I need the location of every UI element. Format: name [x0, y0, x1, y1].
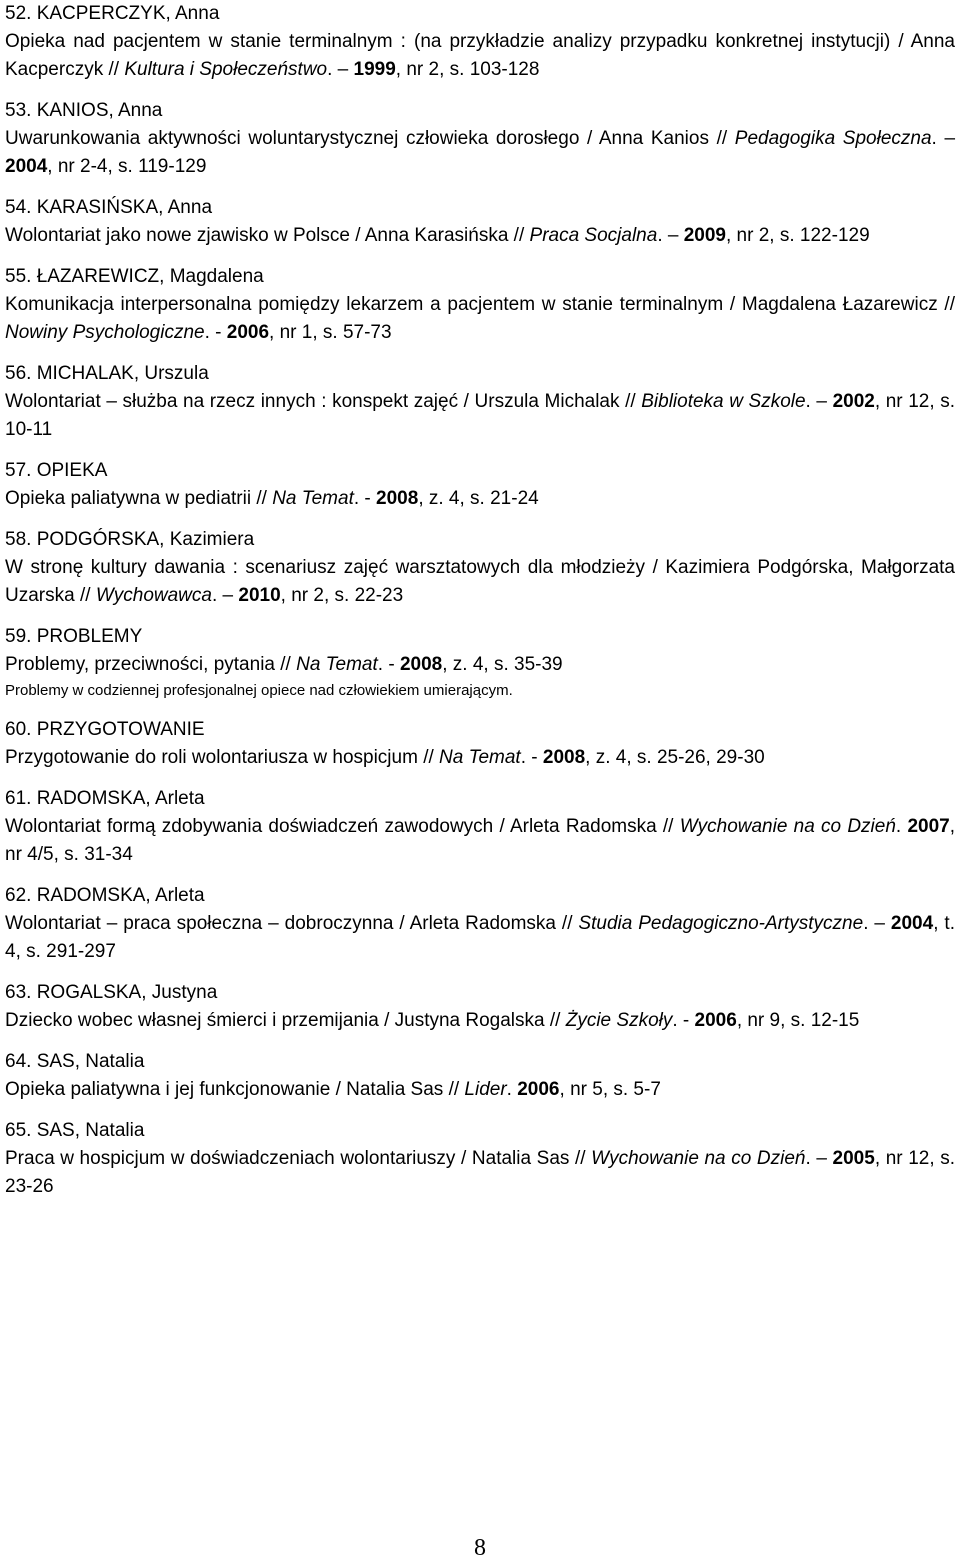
entry-heading: 61. RADOMSKA, Arleta	[5, 788, 205, 809]
entry-title: Przygotowanie do roli wolontariusza w hospicjum //	[5, 747, 440, 768]
entry-title: Wolontariat – praca społeczna – dobroczynna / Arleta Radomska //	[5, 913, 579, 934]
entry-citation	[5, 485, 955, 513]
entry-citation	[5, 388, 955, 444]
entry-pages: , z. 4, s. 35-39	[442, 654, 563, 675]
entry-citation	[5, 910, 955, 966]
entry-heading: 62. RADOMSKA, Arleta	[5, 885, 205, 906]
entry-year: 1999	[353, 59, 396, 80]
entry-pages: , nr 2, s. 122-129	[726, 225, 870, 246]
entry-heading: 55. ŁAZAREWICZ, Magdalena	[5, 266, 264, 287]
entry-journal: Wychowanie na co Dzień	[679, 816, 896, 837]
entry-pages: , nr 5, s. 5-7	[559, 1079, 661, 1100]
entry-year: 2008	[542, 747, 586, 768]
entry-pages: , nr 2-4, s. 119-129	[47, 156, 207, 177]
entry-year: 2004	[5, 156, 48, 177]
entry-title: Dziecko wobec własnej śmierci i przemijania / Justyna Rogalska //	[5, 1010, 566, 1031]
bibliography-entry	[5, 0, 955, 84]
entry-annotation: Problemy w codziennej profesjonalnej opiece nad człowiekiem umierającym.	[5, 682, 513, 699]
entry-pages: , nr 1, s. 57-73	[269, 322, 392, 343]
entry-journal: Lider	[464, 1079, 507, 1100]
entry-citation	[5, 651, 955, 679]
entry-citation	[5, 291, 955, 347]
entry-journal: Na Temat	[296, 654, 378, 675]
entry-separator: . -	[204, 322, 227, 343]
entry-heading: 52. KACPERCZYK, Anna	[5, 3, 220, 24]
entry-separator: . -	[520, 747, 543, 768]
entry-separator: . –	[327, 59, 354, 80]
entry-journal: Biblioteka w Szkole	[641, 391, 806, 412]
bibliography-entry	[5, 1048, 955, 1104]
bibliography-entry	[5, 1117, 955, 1201]
entry-year: 2010	[238, 585, 281, 606]
entry-citation	[5, 554, 955, 610]
entry-journal: Nowiny Psychologiczne	[5, 322, 205, 343]
entry-citation	[5, 744, 955, 772]
entry-heading: 64. SAS, Natalia	[5, 1051, 145, 1072]
entry-title: Wolontariat formą zdobywania doświadczeń zawodowych / Arleta Radomska //	[5, 816, 680, 837]
entry-heading: 65. SAS, Natalia	[5, 1120, 145, 1141]
entry-citation	[5, 1076, 955, 1104]
bibliography-entry	[5, 360, 955, 444]
entry-heading: 58. PODGÓRSKA, Kazimiera	[5, 529, 255, 550]
entry-heading: 53. KANIOS, Anna	[5, 100, 163, 121]
entry-title: Problemy, przeciwności, pytania //	[5, 654, 297, 675]
entry-separator: . –	[931, 128, 956, 149]
entry-journal: Na Temat	[439, 747, 521, 768]
entry-separator: . –	[657, 225, 684, 246]
entry-citation	[5, 28, 955, 84]
entry-title: W stronę kultury dawania : scenariusz zajęć warsztatowych dla młodzieży / Kazimiera Podgórska, Małgorzata Uzarska //	[5, 557, 955, 606]
entry-pages: , nr 12, s. 23-26	[5, 1148, 956, 1197]
entry-title: Wolontariat jako nowe zjawisko w Polsce / Anna Karasińska //	[5, 225, 530, 246]
entry-title: Komunikacja interpersonalna pomiędzy lekarzem a pacjentem w stanie terminalnym / Magdalena Łazarewicz //	[5, 294, 955, 315]
entry-pages: , nr 2, s. 22-23	[280, 585, 404, 606]
entry-year: 2006	[226, 322, 270, 343]
entry-heading: 60. PRZYGOTOWANIE	[5, 719, 205, 740]
entry-citation	[5, 125, 955, 181]
entry-separator: . -	[353, 488, 377, 509]
entry-journal: Pedagogika Społeczna	[734, 128, 932, 149]
entry-pages: , nr 2, s. 103-128	[395, 59, 540, 80]
entry-separator: . –	[863, 913, 891, 934]
entry-citation	[5, 222, 955, 250]
entry-pages: , z. 4, s. 25-26, 29-30	[585, 747, 765, 768]
entry-pages: , nr 4/5, s. 31-34	[5, 816, 956, 865]
entry-year: 2008	[399, 654, 443, 675]
entry-journal: Kultura i Społeczeństwo	[124, 59, 328, 80]
entry-separator: . –	[805, 1148, 833, 1169]
entry-year: 2005	[832, 1148, 875, 1169]
entry-journal: Praca Socjalna	[529, 225, 658, 246]
entry-heading: 59. PROBLEMY	[5, 626, 143, 647]
bibliography-list	[5, 0, 955, 1214]
bibliography-entry	[5, 263, 955, 347]
bibliography-entry	[5, 979, 955, 1035]
entry-year: 2006	[694, 1010, 737, 1031]
entry-year: 2007	[907, 816, 950, 837]
entry-heading: 56. MICHALAK, Urszula	[5, 363, 209, 384]
entry-pages: , nr 12, s. 10-11	[5, 391, 955, 440]
bibliography-entry	[5, 716, 955, 772]
entry-title: Opieka paliatywna w pediatrii //	[5, 488, 273, 509]
entry-pages: , z. 4, s. 21-24	[418, 488, 539, 509]
entry-heading: 54. KARASIŃSKA, Anna	[5, 197, 213, 218]
entry-year: 2004	[890, 913, 934, 934]
entry-year: 2008	[376, 488, 419, 509]
bibliography-entry	[5, 526, 955, 610]
bibliography-entry	[5, 882, 955, 966]
bibliography-entry	[5, 623, 955, 703]
entry-citation	[5, 1007, 955, 1035]
bibliography-entry	[5, 194, 955, 250]
entry-title: Opieka paliatywna i jej funkcjonowanie / Natalia Sas //	[5, 1079, 465, 1100]
entry-journal: Wychowawca	[95, 585, 212, 606]
bibliography-entry	[5, 457, 955, 513]
entry-citation	[5, 1145, 955, 1201]
entry-citation	[5, 813, 955, 869]
entry-journal: Studia Pedagogiczno-Artystyczne	[578, 913, 864, 934]
entry-year: 2002	[832, 391, 875, 412]
entry-year: 2006	[517, 1079, 560, 1100]
entry-journal: Życie Szkoły	[565, 1010, 673, 1031]
entry-title: Opieka nad pacjentem w stanie terminalnym : (na przykładzie analizy przypadku konkretnej instytucji) / Anna Kacperczyk //	[5, 31, 955, 80]
entry-heading: 63. ROGALSKA, Justyna	[5, 982, 218, 1003]
entry-heading: 57. OPIEKA	[5, 460, 108, 481]
entry-separator: .	[895, 816, 908, 837]
entry-separator: . -	[377, 654, 400, 675]
entry-title: Wolontariat – służba na rzecz innych : konspekt zajęć / Urszula Michalak //	[5, 391, 642, 412]
entry-separator: .	[506, 1079, 518, 1100]
bibliography-entry	[5, 785, 955, 869]
entry-separator: . –	[805, 391, 833, 412]
entry-title: Praca w hospicjum w doświadczeniach wolontariuszy / Natalia Sas //	[5, 1148, 592, 1169]
entry-journal: Na Temat	[272, 488, 354, 509]
bibliography-entry	[5, 97, 955, 181]
entry-year: 2009	[683, 225, 726, 246]
entry-separator: . -	[672, 1010, 695, 1031]
entry-title: Uwarunkowania aktywności woluntarystycznej człowieka dorosłego / Anna Kanios //	[5, 128, 735, 149]
entry-separator: . –	[211, 585, 239, 606]
page-number: 8	[474, 1535, 486, 1561]
entry-pages: , t. 4, s. 291-297	[5, 913, 955, 962]
entry-pages: , nr 9, s. 12-15	[736, 1010, 860, 1031]
entry-journal: Wychowanie na co Dzień	[591, 1148, 806, 1169]
